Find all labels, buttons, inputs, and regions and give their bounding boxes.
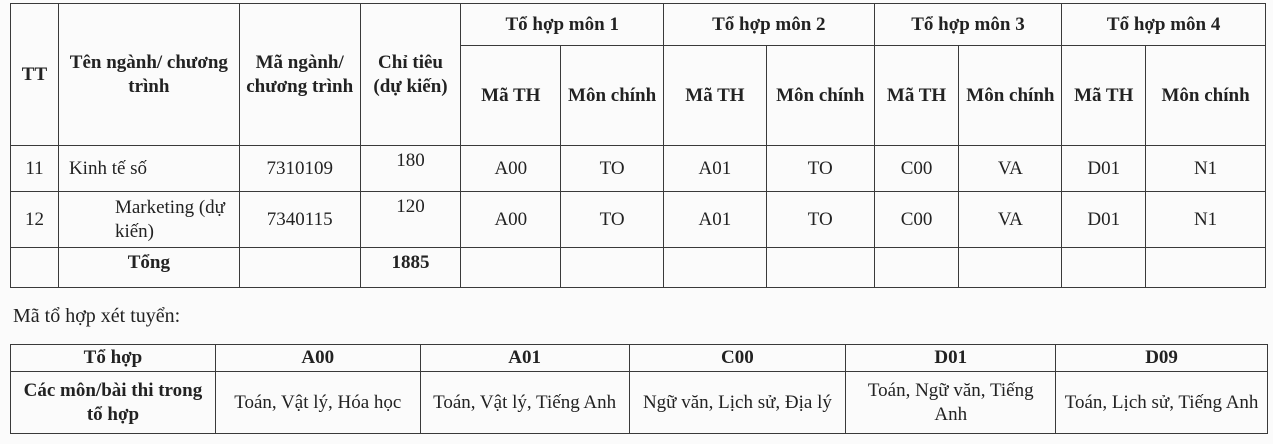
row-cell: N1 [1146, 146, 1266, 192]
header-quota: Chỉ tiêu (dự kiến) [360, 4, 461, 146]
row-cell: C00 [874, 146, 959, 192]
row-quota: 120 [360, 192, 461, 248]
combination-code: A01 [420, 345, 629, 372]
row-cell: A00 [461, 192, 561, 248]
subheader-code-4: Mã TH [1062, 46, 1146, 146]
combination-subjects: Ngữ văn, Lịch sử, Địa lý [629, 372, 846, 434]
row-cell: D01 [1062, 192, 1146, 248]
combination-subjects: Toán, Vật lý, Hóa học [215, 372, 420, 434]
combination-code: D09 [1056, 345, 1268, 372]
header-program-name: Tên ngành/ chương trình [58, 4, 239, 146]
header-program-code: Mã ngành/ chương trình [239, 4, 360, 146]
total-label: Tổng [58, 248, 239, 288]
admission-quota-table [10, 3, 1266, 288]
row-cell: C00 [874, 192, 959, 248]
subheader-main-2: Môn chính [766, 46, 874, 146]
combination-code: D01 [846, 345, 1056, 372]
combination-subjects-table [10, 344, 1268, 434]
subheader-code-2: Mã TH [664, 46, 767, 146]
row-cell: D01 [1062, 146, 1146, 192]
subheader-code-3: Mã TH [874, 46, 959, 146]
row-program-name: Kinh tế số [58, 146, 239, 192]
total-value: 1885 [360, 248, 461, 288]
combination-code: C00 [629, 345, 846, 372]
row-program-name: Marketing (dự kiến) [58, 192, 239, 248]
row-cell: A01 [664, 192, 767, 248]
combination-subjects: Toán, Ngữ văn, Tiếng Anh [846, 372, 1056, 434]
row-quota: 180 [360, 146, 461, 192]
row-cell: TO [561, 192, 664, 248]
row-cell: A01 [664, 146, 767, 192]
header-group-4: Tổ hợp môn 4 [1062, 4, 1266, 46]
row-tt: 11 [11, 146, 59, 192]
combination-codes-note: Mã tổ hợp xét tuyển: [13, 305, 181, 327]
header-combination: Tổ hợp [11, 345, 216, 372]
combination-subjects: Toán, Lịch sử, Tiếng Anh [1056, 372, 1268, 434]
row-program-code: 7340115 [239, 192, 360, 248]
combination-code: A00 [215, 345, 420, 372]
row-program-code: 7310109 [239, 146, 360, 192]
row-label-subjects: Các môn/bài thi trong tổ hợp [11, 372, 216, 434]
subheader-main-4: Môn chính [1146, 46, 1266, 146]
row-cell: VA [959, 146, 1062, 192]
combination-subjects: Toán, Vật lý, Tiếng Anh [420, 372, 629, 434]
subheader-main-3: Môn chính [959, 46, 1062, 146]
row-cell: VA [959, 192, 1062, 248]
row-cell: TO [561, 146, 664, 192]
subheader-main-1: Môn chính [561, 46, 664, 146]
row-cell: TO [766, 192, 874, 248]
table-row [11, 146, 1266, 192]
subheader-code-1: Mã TH [461, 46, 561, 146]
header-group-3: Tổ hợp môn 3 [874, 4, 1062, 46]
row-cell: A00 [461, 146, 561, 192]
total-row [11, 248, 1266, 288]
row-cell: TO [766, 146, 874, 192]
row-tt: 12 [11, 192, 59, 248]
table-row [11, 192, 1266, 248]
row-cell: N1 [1146, 192, 1266, 248]
header-tt: TT [11, 4, 59, 146]
header-group-2: Tổ hợp môn 2 [664, 4, 875, 46]
header-group-1: Tổ hợp môn 1 [461, 4, 664, 46]
